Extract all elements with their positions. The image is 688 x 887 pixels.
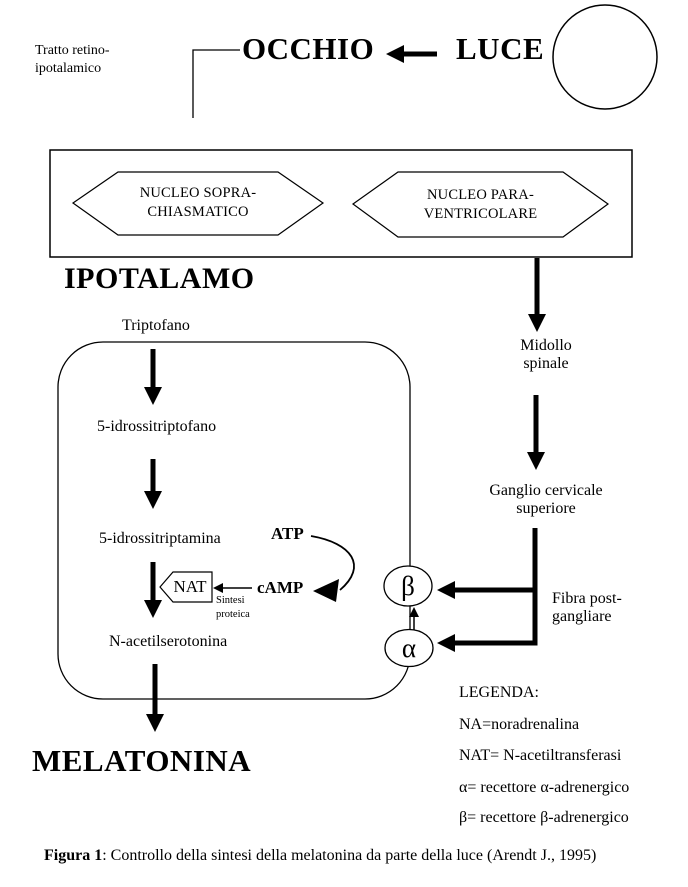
postganglionic-fiber-label	[552, 590, 622, 626]
tract-label-line1: Tratto retino-	[35, 43, 110, 58]
synthesis-line2: proteica	[216, 609, 250, 620]
suprachiasmatic-nucleus-label	[73, 171, 323, 235]
melatonin-title: MELATONINA	[32, 743, 252, 778]
atp-to-camp-curve	[311, 536, 354, 590]
legend-title: LEGENDA:	[459, 684, 539, 701]
legend-item-nat: NAT= N-acetiltransferasi	[459, 747, 622, 764]
figure-caption-label: Figura 1	[44, 847, 103, 864]
eye-label: OCCHIO	[242, 31, 375, 66]
pathway-step-acetilserotonina: N-acetilserotonina	[109, 633, 228, 650]
pathway-step-idrossitriptamina: 5-idrossitriptamina	[99, 530, 221, 547]
pvn-line2: VENTRICOLARE	[423, 205, 538, 222]
ganglion-line2: superiore	[516, 500, 576, 517]
scn-line2: CHIASMATICO	[147, 204, 249, 220]
figure-caption-text: : Controllo della sintesi della melatonina da parte della luce (Arendt J., 1995)	[102, 847, 597, 864]
pvn-line1: NUCLEO PARA-	[426, 186, 534, 203]
spinal-line2: spinale	[523, 355, 569, 372]
light-label: LUCE	[456, 31, 545, 66]
nat-label: NAT	[173, 577, 207, 596]
retino-hypothalamic-tract-line	[193, 50, 240, 118]
atp-label: ATP	[271, 524, 304, 543]
beta-receptor-label: β	[401, 571, 415, 601]
protein-synthesis-label	[216, 594, 250, 622]
legend-item-alpha: α= recettore α-adrenergico	[459, 779, 630, 796]
fiber-line1: Fibra post-	[552, 590, 622, 607]
spinal-cord-label	[496, 337, 596, 373]
pathway-step-triptofano: Triptofano	[122, 317, 190, 334]
ganglion-line1: Ganglio cervicale	[489, 482, 603, 499]
figure-caption	[44, 846, 596, 865]
ganglion-fiber-to-alpha-arrow	[454, 528, 535, 643]
atp-to-camp-arrowhead	[313, 579, 339, 602]
tract-label-line2: ipotalamico	[35, 61, 102, 76]
spinal-line1: Midollo	[520, 337, 572, 354]
pathway-step-idrossitriptofano: 5-idrossitriptofano	[97, 418, 217, 435]
synthesis-line1: Sintesi	[216, 595, 245, 606]
legend-item-na: NA=noradrenalina	[459, 716, 580, 733]
scn-line1: NUCLEO SOPRA-	[139, 185, 257, 201]
camp-label: cAMP	[257, 578, 304, 597]
fiber-line2: gangliare	[552, 608, 612, 625]
alpha-receptor-label: α	[401, 632, 417, 663]
cervical-ganglion-label	[466, 482, 626, 518]
hypothalamus-title: IPOTALAMO	[64, 262, 255, 295]
legend-item-beta: β= recettore β-adrenergico	[459, 809, 629, 826]
eye-circle	[553, 5, 657, 109]
paraventricular-nucleus-label	[353, 172, 608, 237]
tract-label	[35, 42, 110, 78]
